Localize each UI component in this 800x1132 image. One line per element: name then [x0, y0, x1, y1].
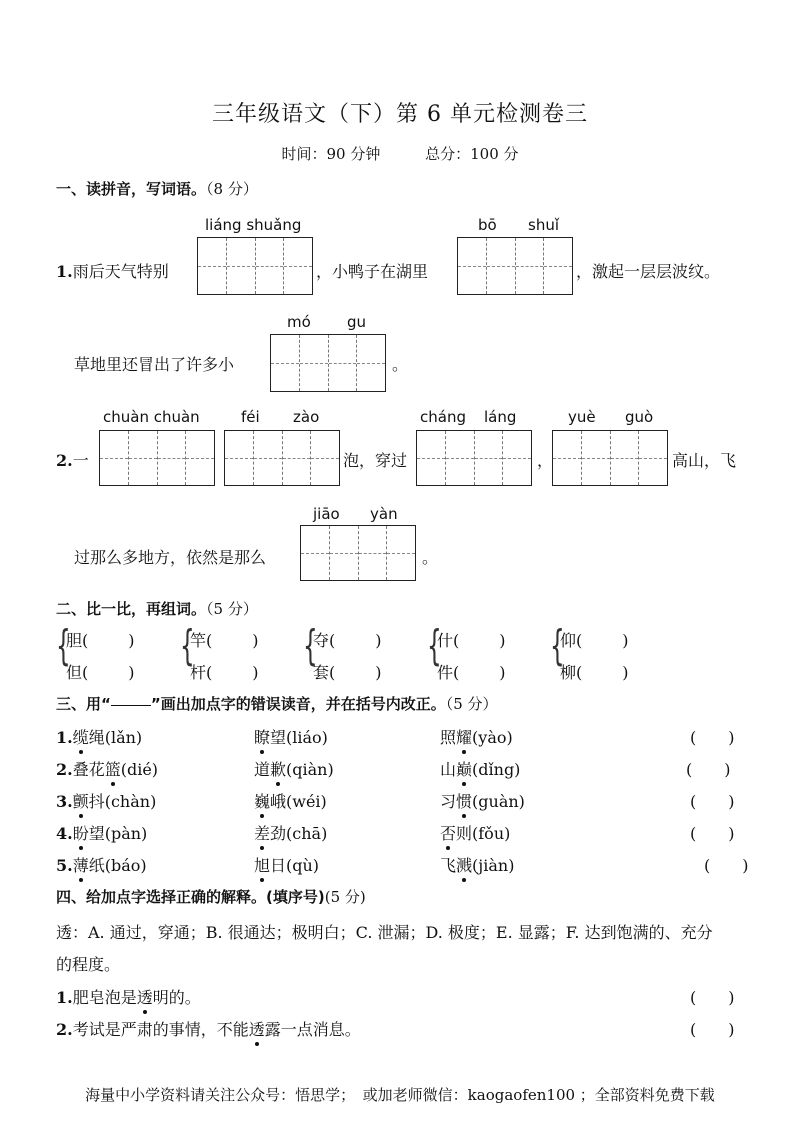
s1-q1-text5: 。: [392, 355, 409, 374]
pair5-bottom: 柳( ): [560, 663, 629, 682]
s1-q1-text4: 草地里还冒出了许多小: [74, 355, 235, 374]
section1-heading: 一、读拼音，写词语。（8 分）: [56, 180, 258, 198]
s3-row3-b: 巍峨(wéi): [254, 789, 327, 812]
page-title: 三年级语文（下）第 6 单元检测卷三: [212, 102, 588, 127]
s3-row2-c: 山巅(dǐng): [440, 757, 520, 780]
s3-row3-a: 3.颤抖(chàn): [56, 789, 156, 812]
s3-row1-a: 1.缆绳(lǎn): [56, 725, 142, 748]
pinyin-liangshuang: liáng shuǎng: [205, 216, 302, 234]
writing-box-chuanchuan[interactable]: [99, 430, 215, 486]
writing-box-changlang[interactable]: [416, 430, 532, 486]
s3-row1-c: 照耀(yào): [440, 725, 513, 748]
answer-paren-s4-2[interactable]: ( ): [690, 1020, 735, 1039]
s3-row5-c: 飞溅(jiàn): [440, 853, 514, 876]
s1-q2-text5: 过那么多地方，依然是那么: [74, 548, 267, 567]
pair1-bottom: 但( ): [66, 663, 135, 682]
pinyin-zao: zào: [293, 408, 320, 426]
brace-icon: {: [303, 621, 318, 670]
s3-row1-b: 瞭望(liáo): [254, 725, 328, 748]
section4-heading: 四、给加点字选择正确的解释。(填序号)(5 分): [56, 888, 366, 906]
s3-row2-a: 2.叠花篮(dié): [56, 757, 158, 780]
definition-line-1: 透：A. 通过，穿通；B. 很通达；极明白；C. 泄漏；D. 极度；E. 显露；F. 达到饱满的、充分: [56, 923, 713, 942]
pair1-top: 胆( ): [66, 631, 135, 650]
answer-paren-s3-3[interactable]: ( ): [690, 792, 735, 811]
s1-q2-text2: 泡，穿过: [343, 451, 408, 470]
footer-notice: 海量中小学资料请关注公众号：悟思学； 或加老师微信：kaogaofen100 ；全部资料免费下载: [85, 1086, 715, 1104]
pair2-top: 竿( ): [190, 631, 259, 650]
s3-row2-b: 道歉(qiàn): [254, 757, 334, 780]
s3-row3-c: 习惯(guàn): [440, 789, 525, 812]
pinyin-fei: féi: [241, 408, 260, 426]
pinyin-chang: cháng: [420, 408, 466, 426]
pair5-top: 仰( ): [560, 631, 629, 650]
answer-paren-s4-1[interactable]: ( ): [690, 988, 735, 1007]
writing-box-yueguo[interactable]: [552, 430, 668, 486]
underline-blank: [111, 704, 151, 706]
brace-icon: {: [550, 621, 565, 670]
s4-q2: 2.考试是严肃的事情，不能透露一点消息。: [56, 1017, 361, 1040]
writing-box-mogu[interactable]: [270, 334, 386, 392]
s1-q1-text1: 1.雨后天气特别: [56, 262, 169, 281]
pair4-bottom: 件( ): [437, 663, 506, 682]
pinyin-lang: láng: [484, 408, 517, 426]
pinyin-guo: guò: [625, 408, 654, 426]
pair2-bottom: 杆( ): [190, 663, 259, 682]
writing-box-jiaoyan[interactable]: [300, 525, 416, 581]
total-score: 总分：100 分: [425, 145, 519, 163]
answer-paren-s3-2[interactable]: ( ): [686, 760, 731, 779]
s1-q2-text3: ，: [537, 451, 554, 470]
time-limit: 时间：90 分钟: [281, 145, 381, 163]
pinyin-gu: gu: [347, 313, 367, 331]
brace-icon: {: [180, 621, 195, 670]
s3-row4-c: 否则(fǒu): [440, 821, 510, 844]
s1-q2-text1: 2.一: [56, 451, 89, 470]
s1-q2-text6: 。: [422, 548, 439, 567]
pair3-bottom: 套( ): [313, 663, 382, 682]
s4-q1: 1.肥皂泡是透明的。: [56, 985, 201, 1008]
writing-box-feizao[interactable]: [224, 430, 340, 486]
writing-box-liangshuang[interactable]: [197, 237, 313, 295]
pinyin-yan: yàn: [370, 505, 398, 523]
answer-paren-s3-4[interactable]: ( ): [690, 824, 735, 843]
s1-q1-text2: ，小鸭子在湖里: [316, 262, 429, 281]
pinyin-chuanchuan: chuàn chuàn: [103, 408, 200, 426]
answer-paren-s3-5[interactable]: ( ): [704, 856, 749, 875]
pair3-top: 夺( ): [313, 631, 382, 650]
exam-info: [0, 143, 800, 164]
s3-row4-a: 4.盼望(pàn): [56, 821, 147, 844]
brace-icon: {: [56, 621, 71, 670]
pair4-top: 什( ): [437, 631, 506, 650]
section3-heading: 三、用“ ”画出加点字的错误读音，并在括号内改正。（5 分）: [56, 695, 498, 713]
definition-line-2: 的程度。: [56, 955, 121, 974]
s3-row5-b: 旭日(qù): [254, 853, 319, 876]
pinyin-shui: shuǐ: [528, 216, 559, 234]
s3-row5-a: 5.薄纸(báo): [56, 853, 147, 876]
s1-q2-text4: 高山，飞: [672, 451, 737, 470]
pinyin-yue: yuè: [568, 408, 596, 426]
pinyin-jiao: jiāo: [313, 505, 340, 523]
s1-q1-text3: ，激起一层层波纹。: [576, 262, 721, 281]
writing-box-boshui[interactable]: [457, 237, 573, 295]
pinyin-bo: bō: [478, 216, 497, 234]
pinyin-mo: mó: [287, 313, 311, 331]
s3-row4-b: 差劲(chā): [254, 821, 327, 844]
answer-paren-s3-1[interactable]: ( ): [690, 728, 735, 747]
brace-icon: {: [427, 621, 442, 670]
section2-heading: 二、比一比，再组词。（5 分）: [56, 600, 258, 618]
